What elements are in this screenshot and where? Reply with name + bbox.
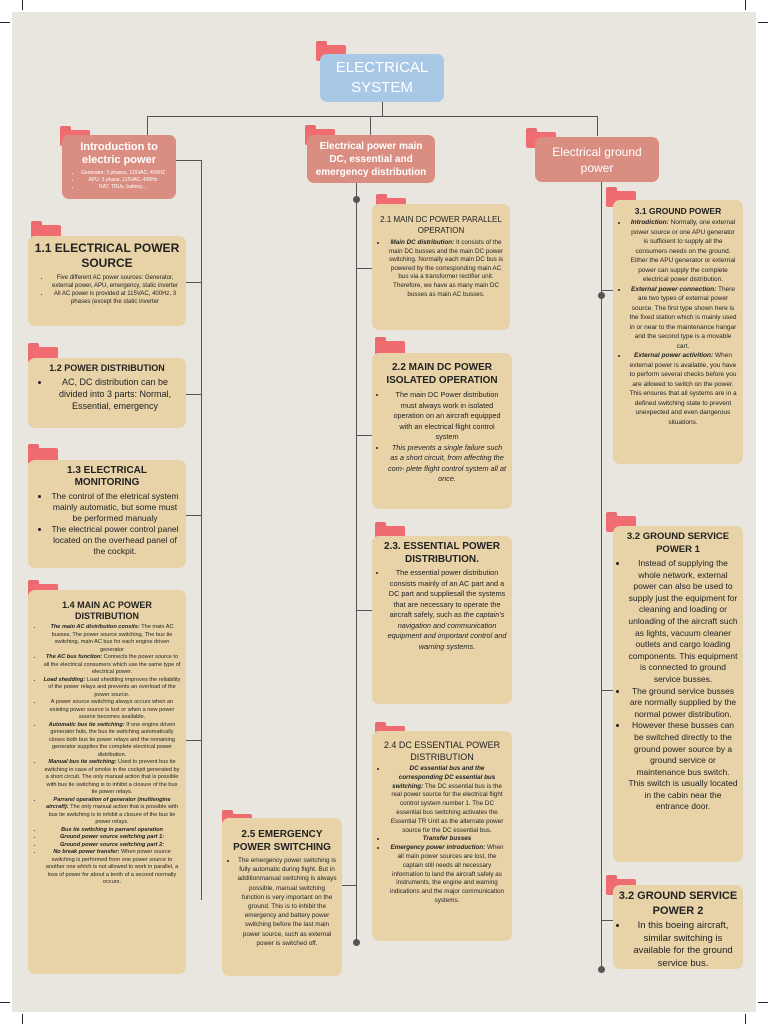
- crop-mark: [758, 22, 768, 23]
- list-item: [387, 765, 507, 835]
- crop-mark: [0, 1002, 10, 1003]
- list-item-text: It consists of the main DC busses and the main DC power switching. Normally each main DC bus is powered by the corresponding main AC bus via a transformer rectifier unit. Therefore, we have as many main DC busses as main AC busses.: [388, 239, 504, 298]
- list-item: [387, 844, 507, 906]
- list-item-text: Used to prevent bus tie switching in case of smoke in the cockpit generated by a short circuit. The only manual action that is possible with bus tie switching is to inhibit a closure of the bus tie power relays.: [44, 759, 180, 795]
- card-title: 2.1 MAIN DC POWER PARALLEL OPERATION: [380, 215, 502, 235]
- list-item: • This prevents a single failure such as a short circuit, from affecting the com- plete flight control system all at once.: [387, 443, 507, 485]
- card-title: 3.2 GROUND SERVICE POWER 2: [618, 890, 738, 917]
- card-2-1: [372, 204, 510, 330]
- list-item: [43, 849, 181, 887]
- connector-line: [601, 290, 613, 291]
- list-item-term: Introdiction:: [630, 219, 669, 226]
- connector-line: [147, 116, 148, 136]
- connector-line: [370, 116, 371, 136]
- connector-dot: [598, 966, 605, 973]
- list-item: [628, 285, 738, 352]
- list-item-term: Transfer busses: [422, 835, 472, 843]
- list-item: [43, 624, 181, 654]
- list-item-text: Load shedding improves the reliability of the power relays and prevents an overload of the power source.: [48, 676, 181, 698]
- card-title: 2.3. ESSENTIAL POWER DISTRIBUTION.: [384, 541, 500, 565]
- connector-line: [601, 690, 613, 691]
- list-item: • The emergency power switching is fully automatic during flight. But in additionmanual switching is always possible, manual switching function is very important on the ground. This is to inhibit the emergency and battery power switching before the last main power source, such as external power is switched off.: [237, 856, 337, 948]
- connector-line: [356, 435, 372, 436]
- card-title: 1.2 POWER DISTRIBUTION: [49, 363, 165, 373]
- list-item: [43, 654, 181, 677]
- list-item: [628, 218, 738, 285]
- connector-dot: [353, 196, 360, 203]
- list-item-term: Manual bus tie switching:: [48, 759, 117, 765]
- list-item-term: External power activition:: [634, 352, 714, 359]
- card-title: 2.4 DC ESSENTIAL POWER DISTRIBUTION: [383, 740, 501, 762]
- list-item-term: Bus tie switching in parrarel operation: [61, 826, 163, 833]
- connector-line: [356, 610, 372, 611]
- list-item-text: When external power is available, you have to perform several checks before you are allowed to switch on the power. This ensures that all systems are in a defined switching state to prevent unexpected and even dangerous situations.: [629, 352, 737, 426]
- list-item: • The control of the eletrical system mainly automatic, but some must be performed manualy: [50, 491, 180, 524]
- list-item-text: When power source switching is performed from one power source to another one which is not allowed to work in parallel, a loss of power for about a tenth of a second normally occurs.: [45, 849, 179, 885]
- card-2-5: [222, 818, 342, 976]
- list-item: [387, 568, 507, 652]
- list-item: • The ground service busses are normally supplied by the normal power distribution.: [628, 686, 738, 721]
- list-item: [43, 827, 181, 835]
- card-1-4: [28, 590, 186, 974]
- list-item: [628, 351, 738, 427]
- list-item-term: The AC bus function:: [45, 654, 103, 660]
- list-item-text: If one engine driven generator fails, the bus tie switching automatically closes both bus tie power relays and the remaining generator supplies the complete electrical power distribution.: [49, 721, 176, 758]
- list-item-term: External power connection:: [631, 285, 717, 293]
- branch-intro: [62, 135, 176, 199]
- card-title: 1.4 MAIN AC POWER DISTRIBUTION: [62, 600, 152, 621]
- card-title: 3.1 GROUND POWER: [634, 206, 722, 216]
- list-item-term: No break power transfer:: [53, 849, 120, 855]
- intro-item: • RAT, TRUs, battery,...: [81, 184, 165, 191]
- card-2-3: [372, 536, 512, 704]
- ac-distribution-list: [33, 624, 181, 887]
- list-item: • The electrical power control panel located on the overhead panel of the cockpit.: [50, 524, 180, 557]
- card-1-1: [28, 236, 186, 326]
- list-item: [43, 834, 181, 842]
- card-2-4: [372, 731, 512, 941]
- list-item: • In this boeing aircraft, similar switching is available for the ground service bus.: [628, 920, 738, 970]
- list-text-italic: the captain's navigation and communication equipment and important control and warning systems.: [387, 610, 507, 651]
- connector-line: [186, 282, 202, 283]
- ground-power-list: [618, 218, 738, 427]
- list-text: The essential power distribution consists mainly of an AC part and a DC part and suppliesall the systems that are necessary to operate the aircraft safely, such as: [388, 568, 506, 619]
- list-item: • The main DC Power distribution must always work in isolated operation on an aircraft equipped with an electrical flight control system: [387, 390, 507, 443]
- card-title: 1.1 ELECTRICAL POWER SOURCE: [34, 241, 180, 270]
- connector-dot: [353, 939, 360, 946]
- branch-dc: [307, 135, 435, 183]
- list-item-text: The main AC busses, The power source switching, The bus tie switching, main AC bus for each engine driven generator: [51, 624, 174, 653]
- crop-mark: [745, 0, 746, 10]
- list-item: [43, 797, 181, 827]
- list-item: [43, 722, 181, 760]
- diagram-title: [320, 54, 444, 102]
- list-item: • Instead of supplying the whole network, external power can also be used to supply just the equipment for cleaning and loading or unloading of the aircraft such as lights, vacuum cleaner outlets and cargo loading components. This equipment is connected to ground service busses.: [628, 558, 738, 686]
- card-3-1: [613, 200, 743, 464]
- intro-item: • Generator: 3 phases, 115VAC, 400HZ: [81, 170, 165, 177]
- list-item: [387, 239, 505, 299]
- connector-line: [597, 116, 598, 136]
- list-item-term: Automatic bus tie switching:: [48, 721, 125, 728]
- dc-essential-list: [377, 765, 507, 906]
- list-item: [43, 677, 181, 700]
- connector-line: [356, 182, 357, 942]
- connector-line: [201, 160, 202, 900]
- card-1-2: [28, 358, 186, 428]
- connector-line: [601, 182, 602, 970]
- branch-ground-title: Electrical ground power: [552, 144, 642, 175]
- crop-mark: [745, 1014, 746, 1024]
- connector-line: [382, 102, 383, 116]
- list-item: [43, 759, 181, 797]
- card-3-2: [613, 526, 743, 862]
- card-title: 3.2 GROUND SERVICE POWER 1: [626, 531, 730, 555]
- dc-parallel-list: [377, 239, 505, 299]
- branch-ground: [535, 137, 659, 182]
- list-item-term: Ground power source switching part 1:: [59, 834, 165, 840]
- card-2-2: [372, 353, 512, 509]
- list-item: [43, 842, 181, 850]
- list-item-text: There are two types of external power source. The first type shown here is the fixed station which is mainly used in or near to the maintenance hangar and the second type is a movable cart.: [629, 285, 737, 350]
- card-title: 1.3 ELECTRICAL MONITORING: [66, 465, 147, 488]
- list-item: • AC, DC distribution can be divided into 3 parts: Normal, Essential, emergency: [50, 376, 180, 412]
- list-item-term: Parrarel operation of generator (multiengine aircraft):: [45, 796, 171, 810]
- card-title: 2.2 MAIN DC POWER ISOLATED OPERATION: [386, 362, 498, 386]
- connector-line: [601, 920, 613, 921]
- list-item-text: Normally, one external power source or one APU generator is sufficient to supply all the consumers needs on the ground. Either the APU generator or external power can supply the complete electrical power distribution.: [630, 219, 736, 283]
- crop-mark: [22, 1014, 23, 1024]
- list-item-term: Load shedding:: [43, 676, 86, 683]
- branch-dc-title: Electrical power main DC, essential and emergency distribution: [315, 140, 427, 178]
- connector-line: [342, 885, 356, 886]
- list-item-term: Ground power source switching part 2:: [59, 841, 165, 848]
- connector-line: [186, 394, 202, 395]
- list-item-term: The main AC distribution consits:: [50, 624, 140, 630]
- list-item: [387, 835, 507, 844]
- card-1-3: [28, 460, 186, 568]
- branch-intro-title: Introduction to electric power: [80, 141, 158, 166]
- list-item-term: Emergency power introduction:: [390, 844, 486, 852]
- list-item-text: When all main power sources are lost, the captain still needs all necessary information to land the aircraft safely as instruments, the engine and warning indications and the major communication systems.: [389, 844, 505, 904]
- intro-item: • APU: 3 phase, 115VAC, 400Hz: [81, 177, 165, 184]
- card-3-3: [613, 885, 743, 969]
- list-item: • All AC power is provided at 115VAC, 400Hz, 3 phases (except the static inverter: [50, 290, 180, 306]
- connector-dot: [598, 292, 605, 299]
- connector-line: [186, 515, 202, 516]
- list-item-text: Connects the power source to all the electrical consumers which use the same type of electrical power.: [43, 654, 181, 675]
- connector-line: [186, 740, 202, 741]
- list-item-term: Main DC distribution:: [390, 239, 455, 246]
- list-item: • However these busses can be switched directly to the ground power source by a ground service or maintenance bus switch. This switch is usually located in the cabin near the entrance door.: [628, 720, 738, 813]
- diagram-title-text: ELECTRICAL SYSTEM: [335, 59, 429, 96]
- list-item-text: The DC essential bus is the real power source for the electrical flight control system number 1. The DC essential bus switching activates the Essential TR Unit as the alternate power source for the DC essential bus.: [390, 782, 504, 834]
- list-item: [43, 699, 181, 722]
- list-item: • Five different AC power sources: Generator, external power, APU, emergency, static inverter: [50, 274, 180, 290]
- crop-mark: [758, 1002, 768, 1003]
- connector-line: [147, 116, 598, 117]
- list-item-term: DC essential bus and the corresponding DC essential bus switching:: [392, 765, 496, 790]
- connector-line: [356, 268, 372, 269]
- list-item-text: A power source switching always occurs when an existing power source is lost or when a new power source becomes available.: [49, 699, 175, 720]
- crop-mark: [22, 0, 23, 10]
- crop-mark: [0, 22, 10, 23]
- list-item-text: The only manual action that is possible with bus tie switching is to inhibit a closure of the bus tie power relays.: [48, 804, 179, 825]
- card-title: 2.5 EMERGENCY POWER SWITCHING: [233, 829, 331, 853]
